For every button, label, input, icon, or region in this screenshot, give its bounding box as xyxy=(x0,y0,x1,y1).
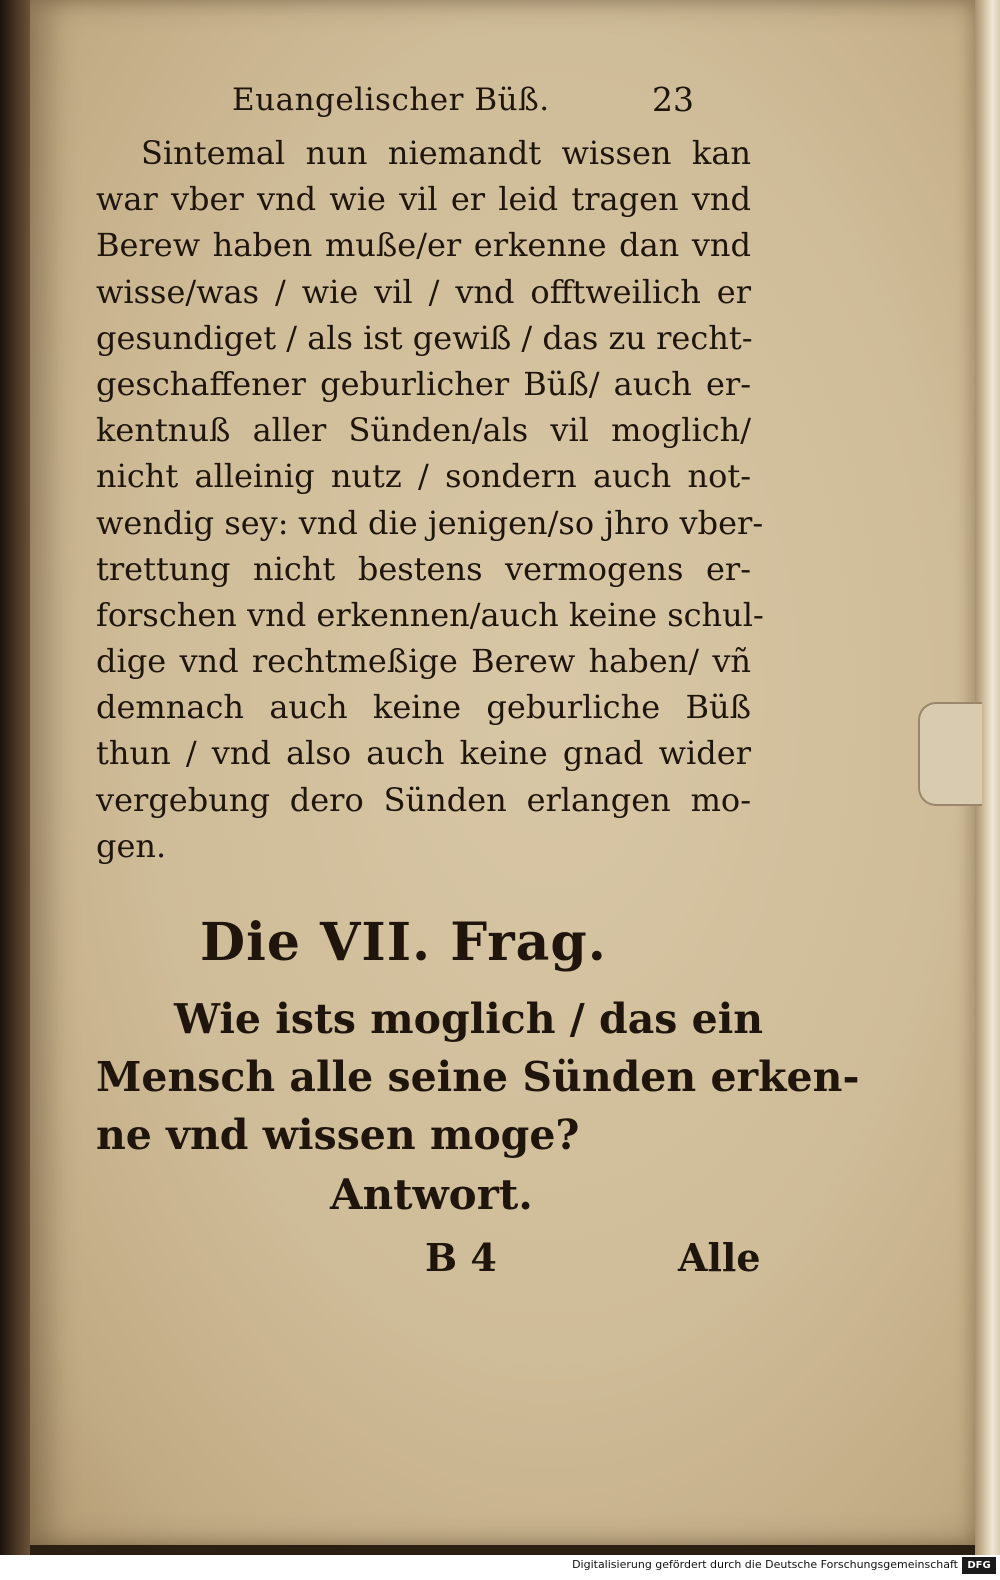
body-line: dige vnd rechtmeßige Berew haben/ vñ xyxy=(96,642,751,681)
running-head: Euangelischer Büß. xyxy=(232,82,550,118)
body-line: wendig sey: vnd die jenigen/so jhro vber- xyxy=(96,503,764,542)
question-line: Wie ists moglich / das ein xyxy=(174,995,764,1043)
body-line: war vber vnd wie vil er leid tragen vnd xyxy=(96,180,751,219)
digitization-credit: Digitalisierung gefördert durch die Deutsche Forschungsgemeinschaft xyxy=(572,1558,958,1571)
body-text xyxy=(96,130,764,869)
facing-page-edge xyxy=(0,0,30,1555)
question-line: Mensch alle seine Sünden erken- xyxy=(96,1053,860,1101)
body-line: nicht alleinig nutz / sondern auch not- xyxy=(96,457,751,496)
section-heading: Die VII. Frag. xyxy=(200,912,607,973)
body-line: Sintemal nun niemandt wissen kan xyxy=(141,134,751,172)
catchword: Alle xyxy=(678,1235,761,1280)
body-line: trettung nicht bestens vermogens er- xyxy=(96,549,751,588)
answer-label: Antwort. xyxy=(330,1170,533,1219)
body-line: Berew haben mußе/er erkenne dan vnd xyxy=(96,226,751,265)
body-line: forschen vnd erkennen/auch keine schul- xyxy=(96,595,764,634)
body-line: geschaffener geburlicher Büß/ auch er- xyxy=(96,364,751,403)
body-line: gesundiget / als ist gewiß / das zu recht- xyxy=(96,318,753,357)
question-line: ne vnd wissen moge? xyxy=(96,1111,580,1159)
body-line: vergebung dero Sünden erlangen mo- xyxy=(96,780,751,819)
body-line: wisse/was / wie vil / vnd offtweilich er xyxy=(96,272,751,311)
dfg-logo: DFG xyxy=(962,1557,996,1574)
question-text xyxy=(96,990,860,1164)
signature-mark: B 4 xyxy=(425,1235,497,1280)
body-line: gen. xyxy=(96,826,167,865)
body-line: demnach auch keine geburliche Büß xyxy=(96,688,751,727)
page-number: 23 xyxy=(652,80,694,119)
page-tab xyxy=(918,702,982,806)
body-line: kentnuß aller Sünden/als vil moglich/ xyxy=(96,411,751,450)
body-line: thun / vnd also auch keine gnad wider xyxy=(96,734,751,773)
